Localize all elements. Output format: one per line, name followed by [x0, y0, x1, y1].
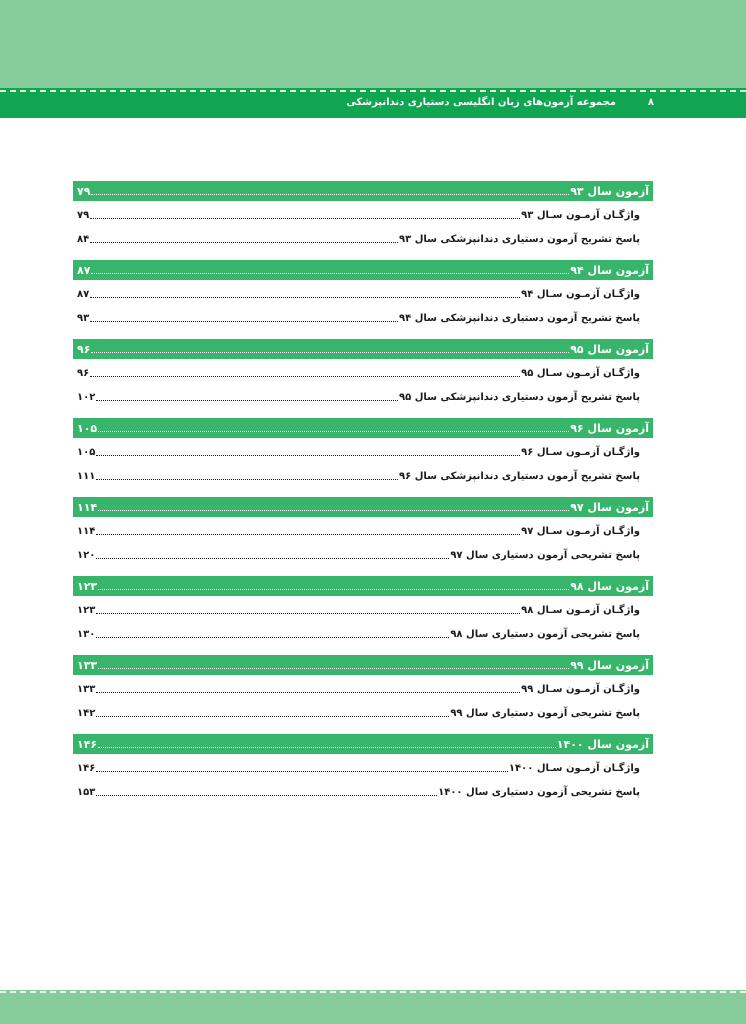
table-of-contents [73, 181, 653, 813]
toc-section [73, 181, 653, 260]
entry-page-number: ۱۴۶ [77, 762, 96, 774]
toc-entry[interactable] [73, 440, 653, 464]
dot-leader [90, 217, 520, 219]
toc-section [73, 497, 653, 576]
dot-leader [98, 667, 569, 669]
toc-entry[interactable] [73, 677, 653, 701]
toc-entry[interactable] [73, 306, 653, 330]
footer-dashed-line [0, 991, 746, 993]
entry-title: پاسخ تشریح آزمون دستیاری دندانپزشکی سال ۹۴ [399, 312, 640, 324]
section-page-number: ۱۳۳ [77, 658, 98, 672]
toc-entry[interactable] [73, 227, 653, 251]
dot-leader [91, 351, 569, 353]
entry-page-number: ۱۲۳ [77, 604, 96, 616]
section-title: آزمون سال ۹۷ [570, 500, 649, 514]
section-title: آزمون سال ۹۳ [570, 184, 649, 198]
top-decorative-band [0, 0, 746, 88]
entry-title: واژگـان آزمـون سـال ۹۴ [521, 288, 640, 300]
book-title: مجموعه آزمون‌های زبان انگلیسی دستیاری دندانپزشکی [346, 97, 616, 108]
toc-entry[interactable] [73, 203, 653, 227]
dot-leader [91, 193, 569, 195]
dot-leader [96, 770, 508, 772]
dot-leader [96, 794, 437, 796]
entry-page-number: ۱۰۲ [77, 391, 96, 403]
toc-entry[interactable] [73, 519, 653, 543]
running-header [0, 88, 746, 118]
toc-entry[interactable] [73, 361, 653, 385]
dot-leader [90, 296, 520, 298]
section-page-number: ۱۲۳ [77, 579, 98, 593]
toc-entry[interactable] [73, 543, 653, 567]
entry-page-number: ۸۴ [77, 233, 90, 245]
section-page-number: ۹۶ [77, 342, 91, 356]
header-dashed-line [0, 90, 746, 92]
entry-page-number: ۱۵۳ [77, 786, 96, 798]
section-title: آزمون سال ۹۵ [570, 342, 649, 356]
entry-page-number: ۷۹ [77, 209, 90, 221]
entry-title: واژگـان آزمـون سـال ۹۵ [521, 367, 640, 379]
toc-section [73, 260, 653, 339]
dot-leader [96, 612, 520, 614]
dot-leader [90, 320, 398, 322]
toc-section [73, 576, 653, 655]
entry-page-number: ۱۳۰ [77, 628, 96, 640]
entry-title: واژگـان آزمـون سـال ۹۸ [521, 604, 640, 616]
entry-title: پاسخ تشریحی آزمون دستیاری سال ۹۹ [450, 707, 640, 719]
entry-title: واژگـان آزمـون سـال ۱۴۰۰ [508, 762, 640, 774]
dot-leader [90, 241, 398, 243]
toc-entry[interactable] [73, 756, 653, 780]
toc-section-heading[interactable] [73, 339, 653, 359]
dot-leader [96, 636, 449, 638]
section-title: آزمون سال ۹۴ [570, 263, 649, 277]
entry-title: واژگـان آزمـون سـال ۹۹ [521, 683, 640, 695]
entry-page-number: ۱۱۱ [77, 470, 96, 482]
entry-page-number: ۹۳ [77, 312, 90, 324]
dot-leader [91, 272, 569, 274]
entry-page-number: ۱۱۴ [77, 525, 96, 537]
entry-title: پاسخ تشریحی آزمون دستیاری سال ۹۷ [450, 549, 640, 561]
entry-page-number: ۱۲۰ [77, 549, 96, 561]
dot-leader [98, 430, 569, 432]
entry-title: پاسخ تشریح آزمون دستیاری دندانپزشکی سال ۹۳ [399, 233, 640, 245]
toc-entry[interactable] [73, 385, 653, 409]
entry-title: پاسخ تشریح آزمون دستیاری دندانپزشکی سال ۹۶ [399, 470, 640, 482]
dot-leader [90, 375, 520, 377]
entry-title: پاسخ تشریحی آزمون دستیاری سال ۹۸ [450, 628, 640, 640]
toc-section-heading[interactable] [73, 418, 653, 438]
toc-entry[interactable] [73, 282, 653, 306]
entry-page-number: ۹۶ [77, 367, 90, 379]
section-title: آزمون سال ۹۶ [570, 421, 649, 435]
toc-section [73, 734, 653, 813]
dot-leader [96, 557, 449, 559]
toc-section [73, 655, 653, 734]
section-page-number: ۸۷ [77, 263, 91, 277]
toc-section [73, 339, 653, 418]
dot-leader [96, 478, 398, 480]
dot-leader [96, 399, 398, 401]
section-page-number: ۱۰۵ [77, 421, 98, 435]
toc-entry[interactable] [73, 780, 653, 804]
entry-title: واژگـان آزمـون سـال ۹۷ [521, 525, 640, 537]
section-page-number: ۷۹ [77, 184, 91, 198]
entry-page-number: ۱۴۲ [77, 707, 96, 719]
toc-section-heading[interactable] [73, 655, 653, 675]
dot-leader [96, 454, 520, 456]
dot-leader [98, 509, 569, 511]
dot-leader [98, 588, 569, 590]
toc-entry[interactable] [73, 701, 653, 725]
section-title: آزمون سال ۹۹ [570, 658, 649, 672]
page-number: ۸ [647, 97, 654, 108]
entry-title: واژگـان آزمـون سـال ۹۳ [521, 209, 640, 221]
entry-page-number: ۸۷ [77, 288, 90, 300]
dot-leader [96, 533, 520, 535]
entry-page-number: ۱۳۳ [77, 683, 96, 695]
bottom-decorative-band [0, 990, 746, 1024]
toc-entry[interactable] [73, 464, 653, 488]
toc-entry[interactable] [73, 598, 653, 622]
entry-title: واژگـان آزمـون سـال ۹۶ [521, 446, 640, 458]
section-page-number: ۱۴۶ [77, 737, 98, 751]
dot-leader [98, 746, 556, 748]
entry-title: پاسخ تشریحی آزمون دستیاری سال ۱۴۰۰ [438, 786, 640, 798]
toc-section-heading[interactable] [73, 181, 653, 201]
toc-entry[interactable] [73, 622, 653, 646]
dot-leader [96, 691, 520, 693]
toc-section-heading[interactable] [73, 497, 653, 517]
section-title: آزمون سال ۹۸ [570, 579, 649, 593]
entry-page-number: ۱۰۵ [77, 446, 96, 458]
section-title: آزمون سال ۱۴۰۰ [556, 737, 649, 751]
entry-title: پاسخ تشریح آزمون دستیاری دندانپزشکی سال ۹۵ [399, 391, 640, 403]
toc-section [73, 418, 653, 497]
dot-leader [96, 715, 449, 717]
section-page-number: ۱۱۴ [77, 500, 98, 514]
toc-section-heading[interactable] [73, 576, 653, 596]
toc-section-heading[interactable] [73, 734, 653, 754]
toc-section-heading[interactable] [73, 260, 653, 280]
